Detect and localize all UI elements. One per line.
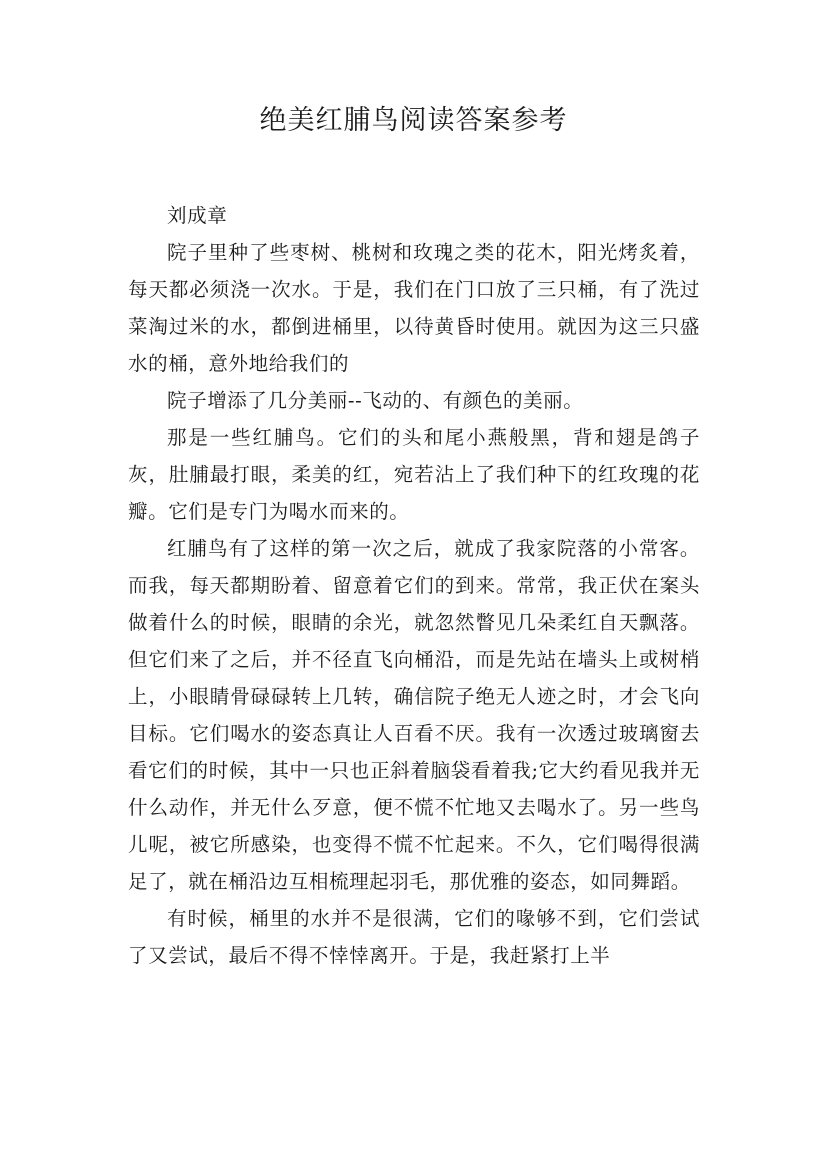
author-line: 刘成章 xyxy=(167,204,228,227)
paragraph: 院子增添了几分美丽--飞动的、有颜色的美丽。 xyxy=(167,389,584,412)
paragraph: 院子里种了些枣树、桃树和玫瑰之类的花木，阳光烤炙着，每天都必须浇一次水。于是，我们在门口放了三只桶，有了洗过菜淘过米的水，都倒进桶里，以待黄昏时使用。就因为这三只盛水的桶，意外地给我们的 xyxy=(128,241,700,375)
paragraph: 有时候，桶里的水并不是很满，它们的喙够不到，它们尝试了又尝试，最后不得不悻悻离开。于是，我赶紧打上半 xyxy=(128,907,700,967)
document-body xyxy=(128,197,700,974)
paragraph: 红脯鸟有了这样的第一次之后，就成了我家院落的小常客。而我，每天都期盼着、留意着它们的到来。常常，我正伏在案头做着什么的时候，眼睛的余光，就忽然瞥见几朵柔红自天飘落。但它们来了之后，并不径直飞向桶沿，而是先站在墙头上或树梢上，小眼睛骨碌碌转上几转，确信院子绝无人迹之时，才会飞向目标。它们喝水的姿态真让人百看不厌。我有一次透过玻璃窗去看它们的时候，其中一只也正斜着脑袋看着我;它大约看见我并无什么动作，并无什么歹意，便不慌不忙地又去喝水了。另一些鸟儿呢，被它所感染，也变得不慌不忙起来。不久，它们喝得很满足了，就在桶沿边互相梳理起羽毛，那优雅的姿态，如同舞蹈。 xyxy=(128,537,700,893)
paragraph: 那是一些红脯鸟。它们的头和尾小燕般黑，背和翅是鸽子灰，肚脯最打眼，柔美的红，宛若沾上了我们种下的红玫瑰的花瓣。它们是专门为喝水而来的。 xyxy=(128,426,700,523)
document-title: 绝美红脯鸟阅读答案参考 xyxy=(259,105,568,136)
